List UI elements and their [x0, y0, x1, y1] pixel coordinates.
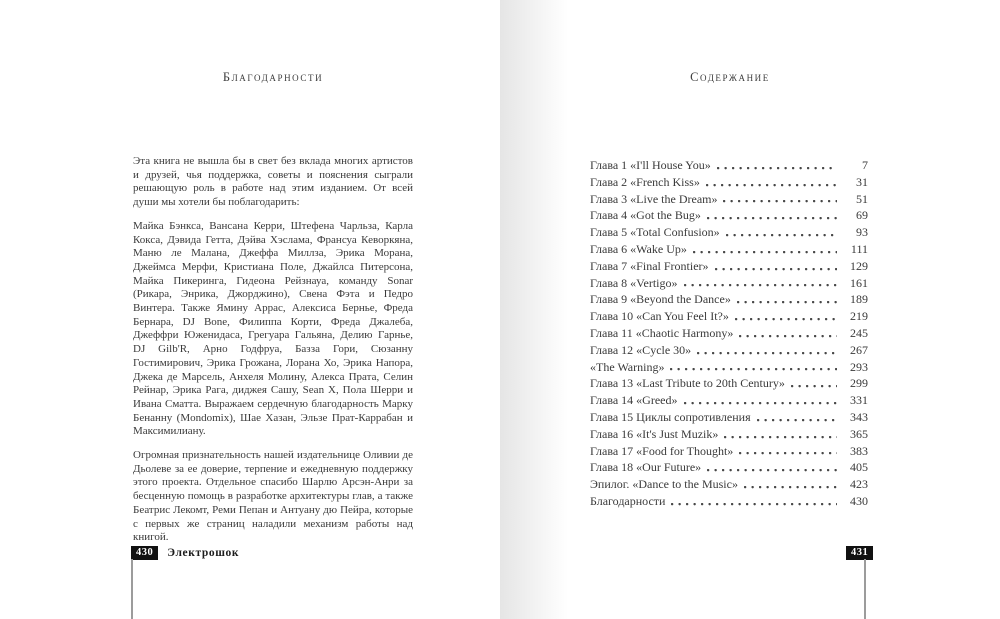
dot-leader: [737, 291, 837, 308]
toc-entry-title: Эпилог. «Dance to the Music»: [590, 477, 738, 492]
dot-leader: [671, 493, 837, 510]
toc-entry-page: 69: [856, 208, 868, 223]
table-of-contents: [590, 157, 868, 510]
toc-entry: [590, 359, 868, 376]
toc-entry: [590, 443, 868, 460]
toc-entry-title: Глава 12 «Cycle 30»: [590, 342, 692, 357]
toc-entry-page: 299: [850, 376, 868, 391]
spine-shadow: [500, 0, 570, 619]
toc-entry: [590, 426, 868, 443]
toc-entry-page: 343: [850, 409, 868, 424]
paragraph: Эта книга не вышла бы в свет без вклада многих артистов и друзей, чья поддержка, советы и пояснения сыграли решающую роль в работе над этим изданием. От всей души мы хотели бы поблагодарить:: [133, 155, 413, 209]
dot-leader: [739, 325, 837, 342]
toc-entry-page: 31: [856, 174, 868, 189]
toc-entry: [590, 308, 868, 325]
dot-leader: [706, 174, 837, 191]
toc-entry-page: 129: [850, 258, 868, 273]
toc-entry: [590, 392, 868, 409]
dot-leader: [757, 409, 837, 426]
dot-leader: [670, 359, 837, 376]
dot-leader: [693, 241, 837, 258]
toc-entry: [590, 325, 868, 342]
toc-entry-page: 189: [850, 292, 868, 307]
footer-rule-left: [131, 559, 133, 619]
toc-entry-title: Глава 1 «I'll House You»: [590, 158, 711, 172]
toc-entry-title: Глава 16 «It's Just Muzik»: [590, 426, 719, 441]
toc-entry-page: 405: [850, 460, 868, 475]
toc-entry: [590, 191, 868, 208]
dot-leader: [707, 459, 837, 476]
toc-entry-page: 430: [850, 493, 868, 508]
toc-entry-title: Глава 6 «Wake Up»: [590, 241, 687, 256]
toc-entry: [590, 459, 868, 476]
toc-entry-page: 331: [850, 393, 868, 408]
toc-entry-title: Глава 18 «Our Future»: [590, 460, 702, 475]
toc-entry-page: 383: [850, 443, 868, 458]
toc-entry-page: 93: [856, 225, 868, 240]
toc-entry-page: 111: [850, 241, 868, 256]
toc-entry: [590, 275, 868, 292]
acknowledgments-text: [133, 155, 413, 555]
toc-entry-page: 245: [850, 325, 868, 340]
toc-entry: [590, 258, 868, 275]
toc-entry-page: 267: [850, 342, 868, 357]
toc-entry-title: Глава 7 «Final Frontier»: [590, 258, 709, 273]
toc-entry: [590, 493, 868, 510]
toc-entry-title: Глава 8 «Vertigo»: [590, 275, 678, 290]
toc-entry-title: Глава 14 «Greed»: [590, 393, 678, 408]
toc-entry: [590, 375, 868, 392]
dot-leader: [791, 375, 837, 392]
toc-entry: [590, 291, 868, 308]
toc-entry-title: «The Warning»: [590, 359, 665, 374]
dot-leader: [717, 157, 837, 174]
toc-entry-title: Глава 15 Циклы сопротивления: [590, 409, 751, 424]
page-number-badge: 431: [846, 546, 873, 560]
toc-entry: [590, 409, 868, 426]
page-footer-right: [846, 546, 873, 560]
toc-entry-title: Глава 5 «Total Confusion»: [590, 225, 720, 240]
toc-entry-page: 51: [856, 191, 868, 206]
toc-entry-title: Глава 11 «Chaotic Harmony»: [590, 325, 734, 340]
toc-entry: [590, 476, 868, 493]
toc-entry-page: 365: [850, 426, 868, 441]
toc-entry: [590, 342, 868, 359]
toc-entry: [590, 157, 868, 174]
paragraph: Огромная признательность нашей издательнице Оливии де Дьолеве за ее доверие, терпение и ежедневную поддержку этого проекта. Отдельное спасибо Шарлю Арсэн-Анри за бесценную помощь в разработке архитектуры глав, а также Беатрис Лекомт, Реми Пепан и Антуану дю Пейра, которые с первых же страниц наладили механизм работы над книгой.: [133, 449, 413, 544]
toc-entry-page: 161: [850, 275, 868, 290]
paragraph: Майка Бэнкса, Вансана Керри, Штефена Чарльза, Карла Кокса, Дэвида Гетта, Дэйва Хэслама, Франсуа Кеворкяна, Маню ле Малана, Джеффа Миллза, Эрика Морана, Джеймса Мерфи, Кристиана Поле, Джайлса Питерсона, Майка Пикеринга, Гидеона Рейзнауа, команду Sonar (Рикара, Энрика, Джорджино), Свена Фэта и Педро Винтера. Также Ямину Аррас, Алексиса Бернье, Фреда Бернара, DJ Bone, Филиппа Корти, Фреда Джалеба, Джеффри Юженидаса, Грегуара Гальяна, Делию Гарнье, DJ Gilb'R, Арно Годфруа, Базза Гори, Сюзанну Гостимирович, Эрика Грожана, Лорана Хо, Эрика Напора, Джека де Марсель, Анхеля Молину, Алекса Прата, Селин Рейнар, Эрика Рага, диджея Сашу, Sean X, Пола Шерри и Ивана Сматта. Выражаем сердечную благодарность Марку Бенанну (Mondomix), Шае Хазан, Эльзе Прат-Каррабан и Максимилиану.: [133, 219, 413, 438]
running-title: Электрошок: [167, 547, 240, 559]
footer-rule-right: [864, 559, 866, 619]
toc-entry: [590, 207, 868, 224]
dot-leader: [744, 476, 837, 493]
contents-heading: Содержание: [690, 70, 770, 84]
dot-leader: [735, 308, 837, 325]
dot-leader: [707, 207, 837, 224]
page-right: [500, 0, 1000, 619]
toc-entry-page: 219: [850, 309, 868, 324]
toc-entry-page: 293: [850, 359, 868, 374]
toc-entry-title: Глава 9 «Beyond the Dance»: [590, 292, 731, 307]
dot-leader: [726, 224, 837, 241]
toc-entry-title: Глава 3 «Live the Dream»: [590, 191, 718, 206]
toc-entry-title: Глава 10 «Can You Feel It?»: [590, 309, 729, 324]
dot-leader: [684, 392, 838, 409]
dot-leader: [715, 258, 837, 275]
toc-entry: [590, 174, 868, 191]
toc-entry-page: 7: [862, 158, 868, 172]
page-number-badge: 430: [131, 546, 158, 560]
dot-leader: [697, 342, 837, 359]
toc-entry: [590, 241, 868, 258]
toc-entry-title: Глава 4 «Got the Bug»: [590, 208, 701, 223]
toc-entry-title: Благодарности: [590, 493, 666, 508]
toc-entry-page: 423: [850, 477, 868, 492]
toc-entry-title: Глава 2 «French Kiss»: [590, 174, 700, 189]
dot-leader: [723, 191, 837, 208]
dot-leader: [739, 443, 837, 460]
dot-leader: [724, 426, 837, 443]
dot-leader: [684, 275, 837, 292]
toc-entry: [590, 224, 868, 241]
toc-entry-title: Глава 13 «Last Tribute to 20th Century»: [590, 376, 785, 391]
acknowledgments-heading: Благодарности: [222, 70, 324, 84]
toc-entry-title: Глава 17 «Food for Thought»: [590, 443, 734, 458]
page-footer-left: [131, 546, 239, 560]
